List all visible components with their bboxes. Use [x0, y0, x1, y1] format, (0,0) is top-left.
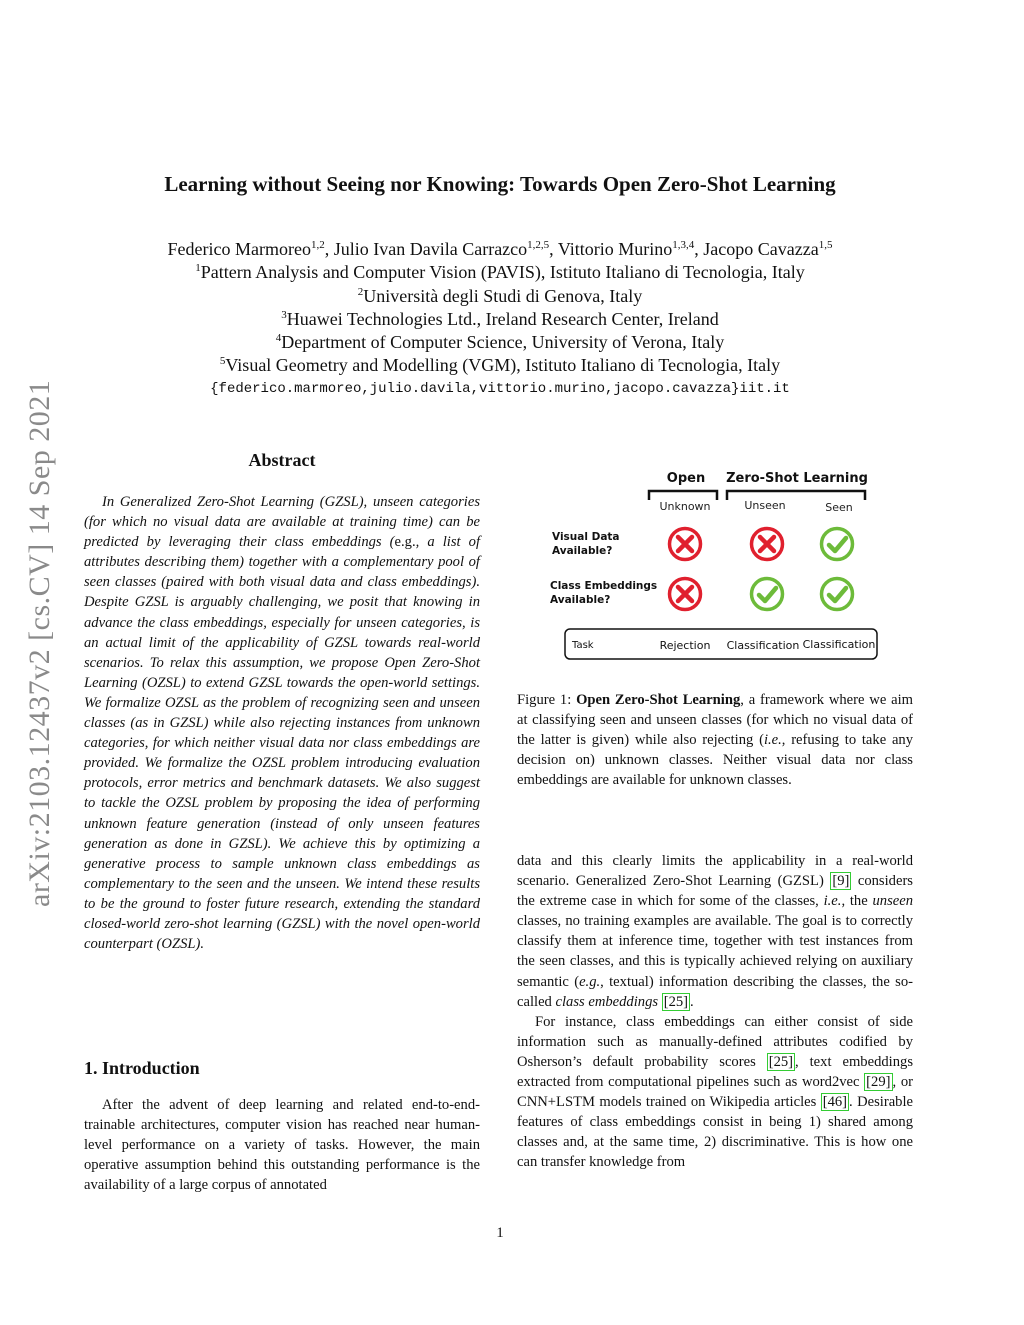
- author-list: Federico Marmoreo$^{1,2}$, Julio Ivan Davila Carrazco$^{1,2,5}$, Vittorio Murino$^{1,3,4}$, Jacopo Cavazza$^{1,5}$: [167, 239, 833, 259]
- page-number: 1: [496, 1225, 504, 1241]
- cross-icon: [670, 529, 701, 560]
- author-affiliation-marks: 1,3,4: [672, 239, 695, 251]
- task-classification-seen: Classification: [802, 638, 876, 651]
- check-icon: [822, 579, 853, 610]
- check-icon: [752, 579, 783, 610]
- row-label-line: Available?: [550, 594, 611, 606]
- affiliation-line: $^4$Department of Computer Science, University of Verona, Italy: [275, 332, 725, 353]
- citation-link[interactable]: [46]: [822, 1094, 848, 1111]
- figure-group-open: Open: [666, 471, 706, 486]
- column-unseen: Unseen: [744, 499, 786, 512]
- citation-link[interactable]: [25]: [768, 1053, 794, 1070]
- check-icon: [822, 529, 853, 560]
- row-label-line: Visual Data: [552, 531, 620, 543]
- author-block: [0, 238, 1000, 401]
- author-name: Vittorio Murino: [557, 239, 673, 259]
- author-affiliation-marks: 1,2,5: [527, 239, 550, 251]
- ozsl-figure: [537, 458, 887, 668]
- affiliation-line: $^3$Huawei Technologies Ltd., Ireland Research Center, Ireland: [281, 308, 719, 329]
- author-name: Julio Ivan Davila Carrazco: [333, 239, 528, 259]
- citation-link[interactable]: [29]: [866, 1074, 891, 1091]
- task-rejection: Rejection: [659, 639, 711, 652]
- introduction-heading: 1. Introduction: [84, 1058, 200, 1078]
- figure-caption: Figure 1: Open Zero-Shot Learning, a framework where we aim at classifying seen and unseen classes (for which no visual data of the latter is given) while also rejecting (i.e., refusing to take any decision on) unknown classes. Neither visual data nor class embeddings are available for unknown classes.: [517, 692, 914, 789]
- affiliation-line: $^1$Pattern Analysis and Computer Vision (PAVIS), Istituto Italiano di Tecnologia, Italy: [195, 262, 805, 283]
- task-classification-unseen: Classification: [726, 639, 800, 652]
- paragraph: data and this clearly limits the applicability in a real-world scenario. Generalized Zero-Shot Learning (GZSL) [9] considers the extreme case in which for some of the classes, i.e., the unseen classes, no training examples are available. The goal is to correctly classify them at inference time, together with test instances from the seen classes, and this is typically achieved relying on auxiliary semantic (e.g., textual) information describing the classes, the so-called class embeddings [25] .: [517, 853, 913, 1010]
- affiliation-line: $^5$Visual Geometry and Modelling (VGM), Istituto Italiano di Tecnologia, Italy: [219, 355, 781, 376]
- row-label-line: Class Embeddings: [550, 580, 658, 592]
- abstract-heading: Abstract: [248, 450, 316, 470]
- author-affiliation-marks: 1,5: [818, 239, 833, 251]
- paper-title: Learning without Seeing nor Knowing: Towards Open Zero-Shot Learning: [164, 172, 836, 196]
- author-name: Federico Marmoreo: [167, 239, 311, 259]
- author-emails: {federico.marmoreo,julio.davila,vittorio.murino,jacopo.cavazza}iit.it: [210, 380, 790, 397]
- row-label-class-embeddings: [550, 580, 661, 606]
- column-seen: Seen: [825, 501, 853, 514]
- arxiv-identifier: arXiv:2103.12437v2 [cs.CV] 14 Sep 2021: [23, 379, 56, 907]
- citation-link[interactable]: [9]: [832, 873, 850, 890]
- cross-icon: [752, 529, 783, 560]
- cross-icon: [670, 579, 701, 610]
- open-bracket: [649, 491, 717, 500]
- affiliation-line: $^2$Università degli Studi di Genova, Italy: [357, 285, 643, 306]
- author-affiliation-marks: 1,2: [310, 239, 325, 251]
- introduction-paragraph: After the advent of deep learning and related end-to-end-trainable architectures, computer vision has reached near human-level performance on a variety of tasks. However, the main operative assumption behind this outstanding performance is the availability of a large corpus of annotated: [84, 1097, 480, 1194]
- figure-group-zsl: Zero-Shot Learning: [726, 471, 868, 486]
- row-label-line: Available?: [552, 545, 613, 557]
- introduction-continued: [517, 851, 913, 1173]
- author-name: Jacopo Cavazza: [703, 239, 819, 259]
- row-label-visual-data: [552, 531, 623, 557]
- task-label: Task: [572, 640, 594, 651]
- paragraph: For instance, class embeddings can either consist of side information such as manually-defined attributes codified by Osherson’s default probability scores [25] , text embeddings extracted from computational pipelines such as word2vec [29] , or CNN+LSTM models trained on Wikipedia articles [46] . Desirable features of class embeddings consist in being 1) shared among classes and, at the same time, 2) discriminative. This is how one can transfer knowledge from: [517, 1013, 913, 1171]
- column-unknown: Unknown: [659, 500, 711, 513]
- citation-link[interactable]: [25]: [663, 993, 689, 1010]
- abstract-body: In Generalized Zero-Shot Learning (GZSL), unseen categories (for which no visual data are available at training time) can be predicted by leveraging their class embeddings (e.g., a list of attributes describing them) together with a complementary pool of seen classes (paired with both visual data and class embeddings). Despite GZSL is arguably challenging, we posit that knowing in advance the class embeddings, especially for unseen categories, is an actual limit of the applicability of GZSL towards real-world scenarios. To relax this assumption, we propose Open Zero-Shot Learning (OZSL) to extend GZSL towards the open-world settings. We formalize OZSL as the problem of recognizing seen and unseen classes (as in GZSL) while also rejecting instances from unknown categories, for which neither visual data nor class embeddings are provided. We formalize the OZSL problem introducing evaluation protocols, error metrics and benchmark datasets. We also suggest to tackle the OZSL problem by proposing the idea of performing unknown feature generation (instead of only unseen features generation as done in GZSL). We achieve this by optimizing a generative process to sample unknown class embeddings as complementary to the seen and the unseen. We intend these results to be the ground to foster future research, extending the standard closed-world zero-shot learning (GZSL) with the novel open-world counterpart (OZSL).: [84, 494, 480, 953]
